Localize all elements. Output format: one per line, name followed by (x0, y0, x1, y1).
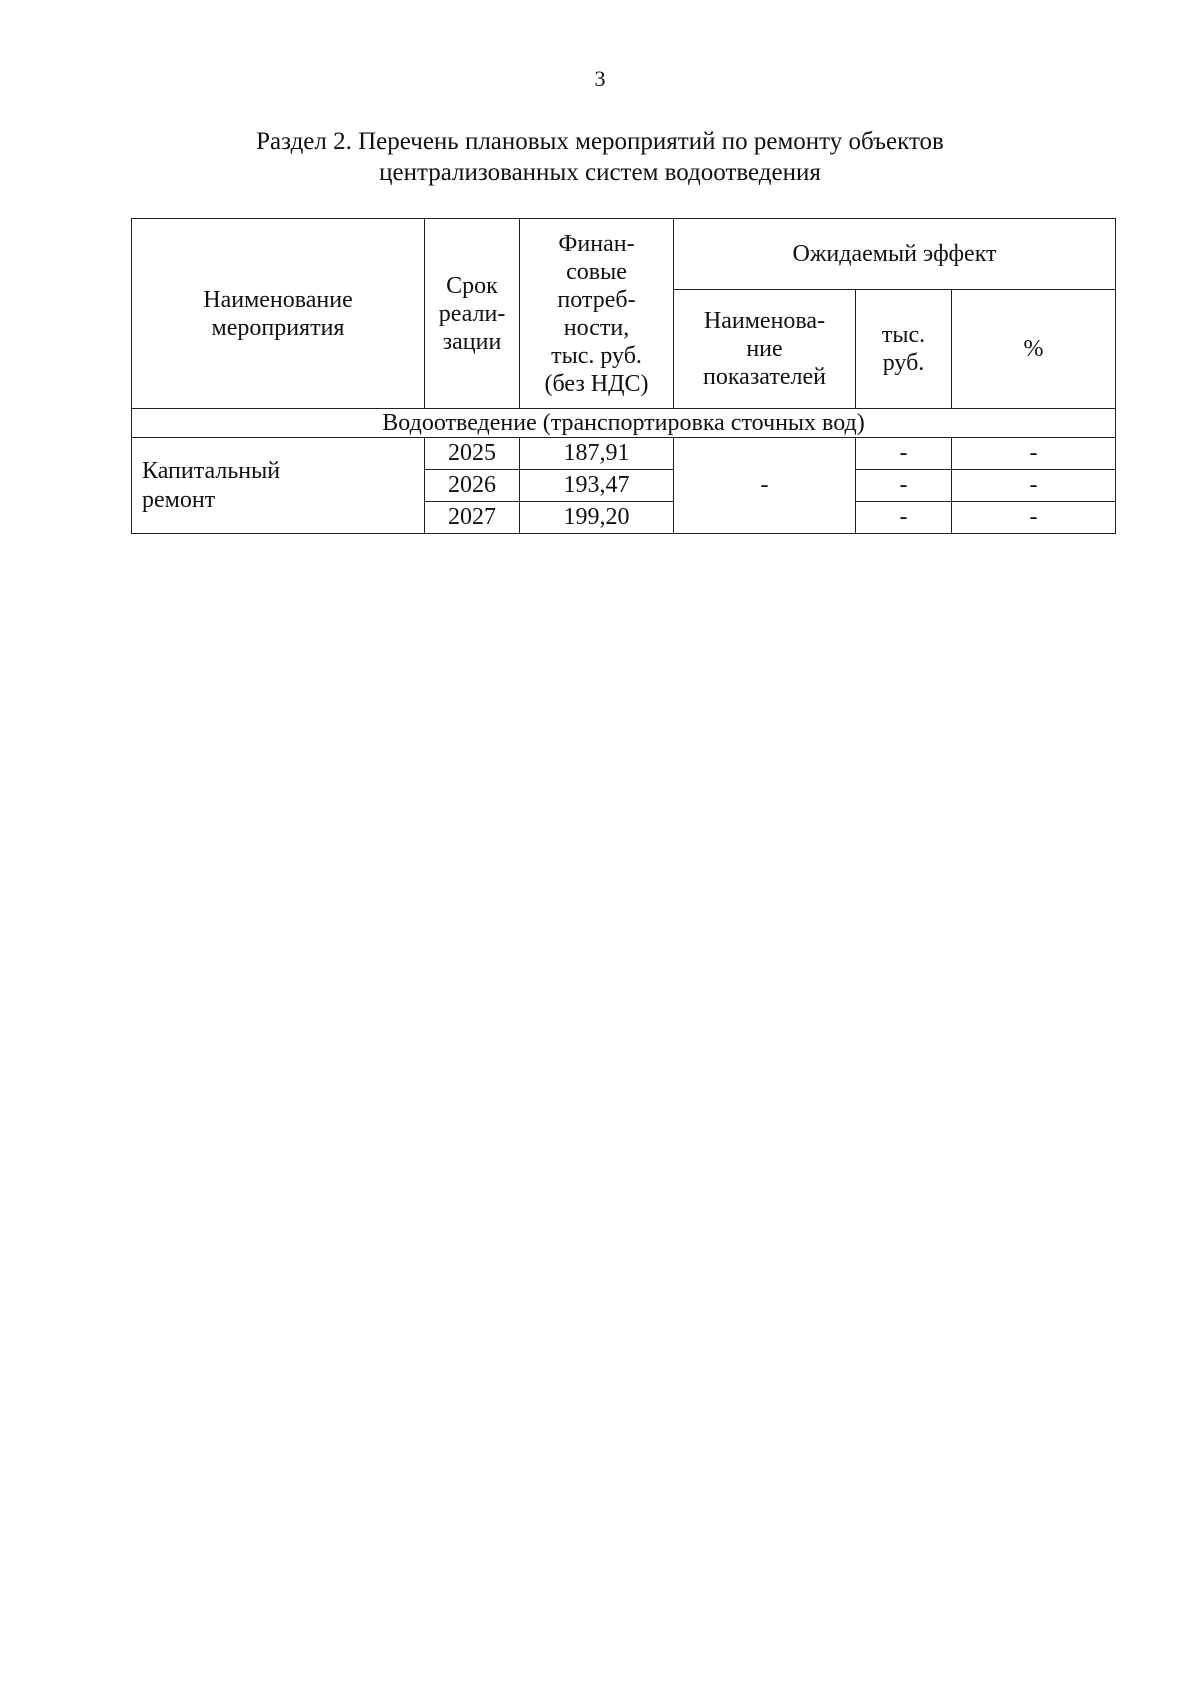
header-term (425, 219, 520, 409)
header-term-line: зации (442, 328, 502, 355)
header-finance-line: (без НДС) (544, 370, 649, 397)
activities-table (131, 218, 1116, 534)
indicator-cell: - (674, 438, 856, 534)
thousand-rub-cell: - (856, 502, 952, 534)
header-indicator-line: ние (746, 336, 783, 362)
page-number: 3 (594, 66, 606, 91)
section-row (132, 409, 1116, 438)
header-indicator-name (674, 290, 856, 409)
header-thousand-rub (856, 290, 952, 409)
finance-cell: 193,47 (520, 470, 674, 502)
header-finance-line: Финан- (558, 230, 635, 257)
header-thousand-rub-line: тыс. (881, 322, 926, 348)
header-activity-name-line: Наименование (203, 286, 353, 313)
header-indicator-line: Наименова- (703, 308, 826, 334)
section-row-title: Водоотведение (транспортировка сточных вод) (132, 409, 1116, 438)
header-row-1 (132, 219, 1116, 290)
year-cell: 2027 (425, 502, 520, 534)
activity-name-cell (132, 438, 425, 534)
header-finance-line: тыс. руб. (551, 342, 642, 369)
header-term-line: реали- (438, 300, 506, 327)
header-finance-line: потреб- (557, 286, 636, 313)
percent-cell: - (952, 470, 1116, 502)
section-title (0, 126, 1200, 188)
header-finance-line: совые (566, 258, 627, 285)
header-expected-effect: Ожидаемый эффект (674, 219, 1116, 290)
header-activity-name (132, 219, 425, 409)
thousand-rub-cell: - (856, 438, 952, 470)
year-cell: 2025 (425, 438, 520, 470)
year-cell: 2026 (425, 470, 520, 502)
finance-cell: 199,20 (520, 502, 674, 534)
section-title-line-1: Раздел 2. Перечень плановых мероприятий по ремонту объектов (256, 128, 944, 155)
table-row (132, 438, 1116, 470)
header-percent: % (952, 290, 1116, 409)
header-thousand-rub-line: руб. (882, 350, 925, 376)
activity-name-line: Капитальный (142, 457, 281, 484)
activity-name-line: ремонт (142, 486, 216, 513)
header-finance-line: ности, (563, 314, 630, 341)
percent-cell: - (952, 438, 1116, 470)
header-indicator-line: показателей (703, 364, 826, 390)
percent-cell: - (952, 502, 1116, 534)
finance-cell: 187,91 (520, 438, 674, 470)
header-activity-name-line: мероприятия (211, 314, 345, 341)
header-term-line: Срок (446, 272, 498, 299)
section-title-line-2: централизованных систем водоотведения (379, 159, 821, 186)
thousand-rub-cell: - (856, 470, 952, 502)
header-finance (520, 219, 674, 409)
